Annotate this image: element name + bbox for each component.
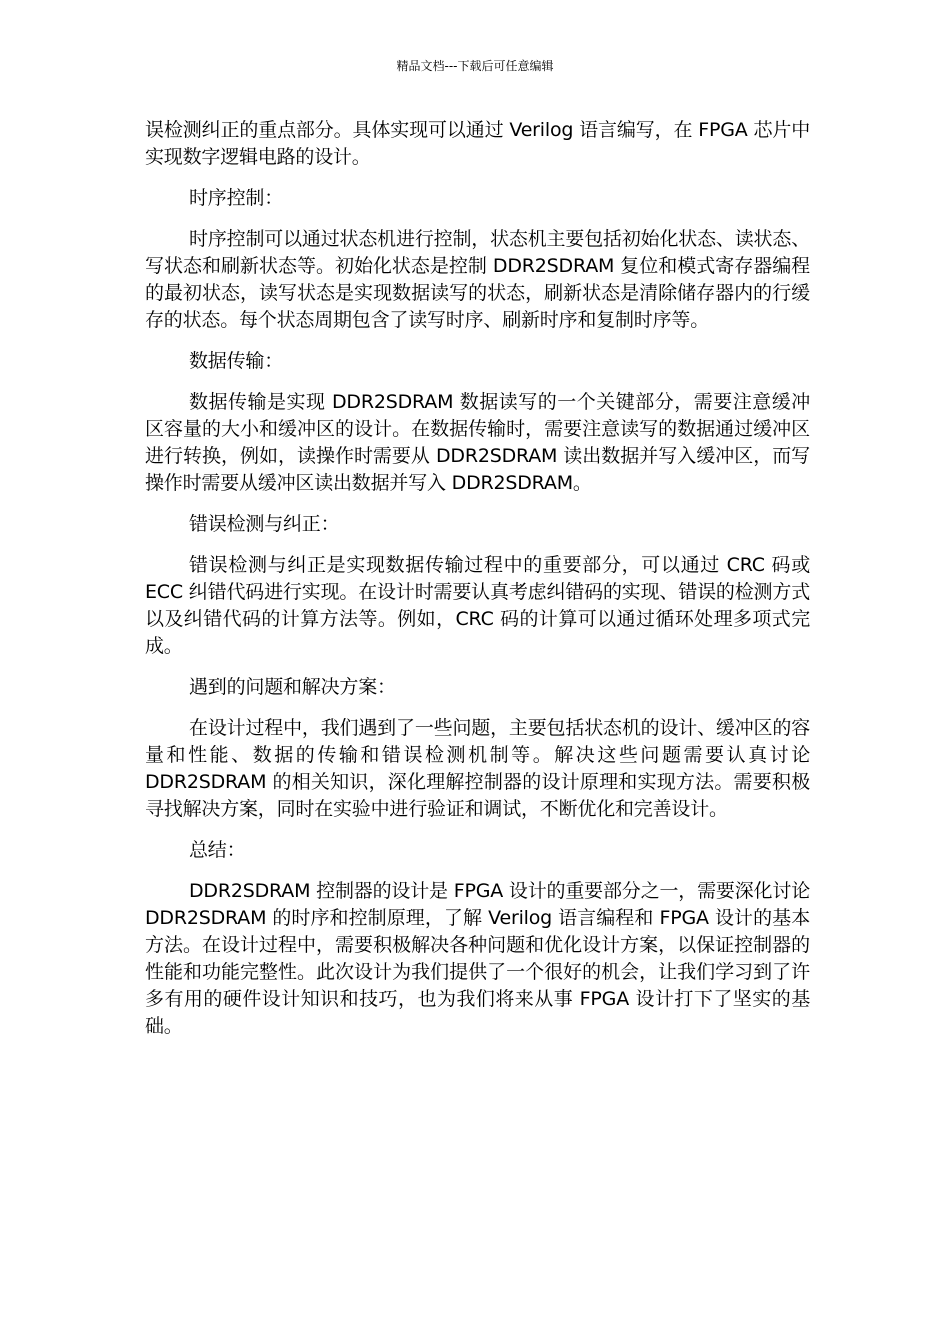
section-heading-summary: 总结： (189, 839, 246, 861)
section-heading-error-detection: 错误检测与纠正： (189, 513, 340, 535)
paragraph-problems-solutions: 在设计过程中，我们遇到了一些问题，主要包括状态机的设计、缓冲区的容量和性能、数据的传输和错误检测机制等。解决这些问题需要认真讨论 DDR2SDRAM 的相关知识，深化理解控制器的设计原理和实现方法。需要积极寻找解决方案，同时在实验中进行验证和调试，不断优化和完善设计。 (145, 717, 810, 820)
paragraph-data-transfer: 数据传输是实现 DDR2SDRAM 数据读写的一个关键部分，需要注意缓冲区容量的大小和缓冲区的设计。在数据传输时，需要注意读写的数据通过缓冲区进行转换，例如，读操作时需要从 DDR2SDRAM 读出数据并写入缓冲区，而写操作时需要从缓冲区读出数据并写入 DDR2SDRAM。 (145, 391, 810, 494)
section-heading-data-transfer: 数据传输： (189, 350, 284, 372)
section-heading-problems-solutions: 遇到的问题和解决方案： (189, 676, 396, 698)
paragraph-summary: DDR2SDRAM 控制器的设计是 FPGA 设计的重要部分之一，需要深化讨论 DDR2SDRAM 的时序和控制原理，了解 Verilog 语言编程和 FPGA 设计的基本方法。在设计过程中，需要积极解决各种问题和优化设计方案，以保证控制器的性能和功能完整性。此次设计为我们提供了一个很好的机会，让我们学习到了许多有用的硬件设计知识和技巧，也为我们将来从事 FPGA 设计打下了坚实的基础。 (145, 880, 810, 1037)
page-header: 精品文档---下载后可任意编辑 (396, 59, 554, 73)
paragraph-continuation: 误检测纠正的重点部分。具体实现可以通过 Verilog 语言编写，在 FPGA 芯片中实现数字逻辑电路的设计。 (145, 119, 810, 168)
section-heading-timing-control: 时序控制： (189, 187, 284, 209)
document-body (145, 117, 810, 1054)
paragraph-timing-control: 时序控制可以通过状态机进行控制，状态机主要包括初始化状态、读状态、写状态和刷新状态等。初始化状态是控制 DDR2SDRAM 复位和模式寄存器编程的最初状态，读写状态是实现数据读写的状态，刷新状态是清除储存器内的行缓存的状态。每个状态周期包含了读写时序、刷新时序和复制时序等。 (145, 228, 810, 331)
paragraph-error-detection: 错误检测与纠正是实现数据传输过程中的重要部分，可以通过 CRC 码或 ECC 纠错代码进行实现。在设计时需要认真考虑纠错码的实现、错误的检测方式以及纠错代码的计算方法等。例如，CRC 码的计算可以通过循环处理多项式完成。 (145, 554, 810, 657)
